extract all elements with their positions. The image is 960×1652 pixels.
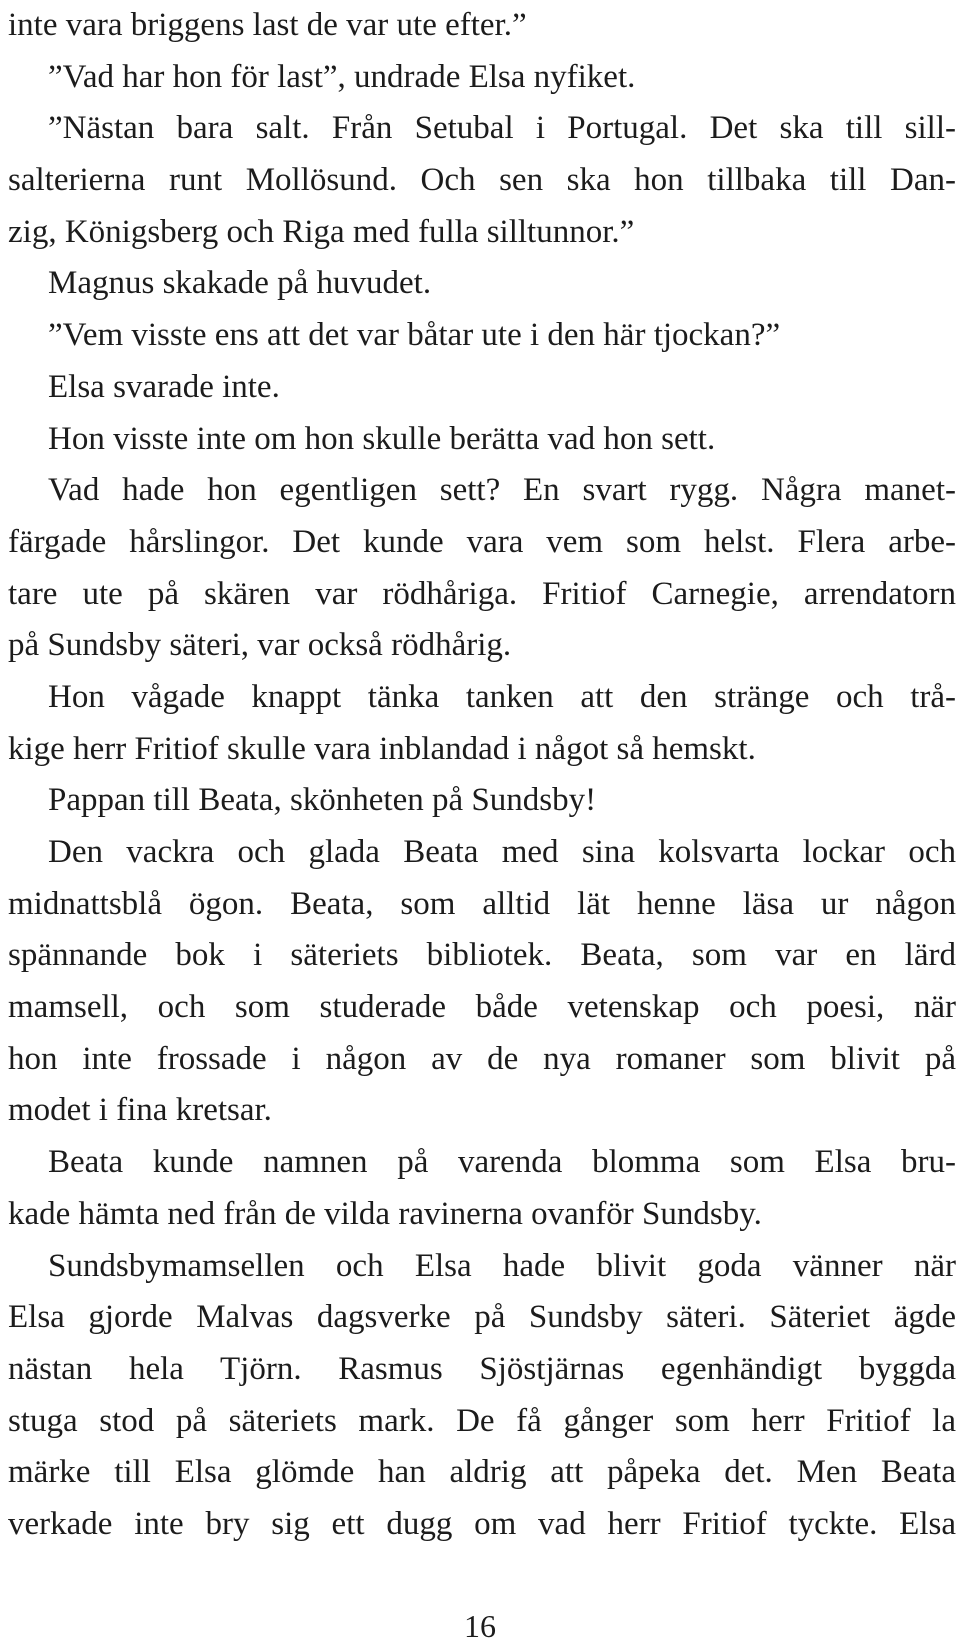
body-text bbox=[8, 0, 956, 1551]
page-number: 16 bbox=[464, 1608, 496, 1644]
text-line: tare ute på skären var rödhåriga. Fritiof Carnegie, arrendatorn bbox=[8, 575, 956, 612]
text-line: modet i fina kretsar. bbox=[8, 1092, 272, 1129]
text-line: stuga stod på säteriets mark. De få gånger som herr Fritiof la bbox=[8, 1402, 956, 1439]
text-line: Elsa gjorde Malvas dagsverke på Sundsby säteri. Säteriet ägde bbox=[8, 1299, 956, 1336]
text-line: salterierna runt Mollösund. Och sen ska hon tillbaka till Dan- bbox=[8, 162, 956, 199]
text-line: kade hämta ned från de vilda ravinerna ovanför Sundsby. bbox=[8, 1195, 762, 1232]
text-line: mamsell, och som studerade både vetenskap och poesi, när bbox=[8, 989, 956, 1026]
text-line: Magnus skakade på huvudet. bbox=[48, 265, 432, 302]
text-line: Elsa svarade inte. bbox=[48, 368, 280, 405]
text-line: spännande bok i säteriets bibliotek. Beata, som var en lärd bbox=[8, 937, 956, 974]
text-line: midnattsblå ögon. Beata, som alltid lät henne läsa ur någon bbox=[8, 885, 956, 922]
text-line: Beata kunde namnen på varenda blomma som Elsa bru- bbox=[48, 1144, 956, 1181]
text-line: på Sundsby säteri, var också rödhårig. bbox=[8, 627, 512, 664]
text-line: verkade inte bry sig ett dugg om vad herr Fritiof tyckte. Elsa bbox=[8, 1505, 956, 1542]
text-line: nästan hela Tjörn. Rasmus Sjöstjärnas egenhändigt byggda bbox=[8, 1350, 956, 1387]
text-line: Vad hade hon egentligen sett? En svart rygg. Några manet- bbox=[48, 472, 956, 509]
text-line: ”Vad har hon för last”, undrade Elsa nyfiket. bbox=[48, 58, 636, 95]
text-line: inte vara briggens last de var ute efter.” bbox=[8, 7, 527, 43]
text-line: zig, Königsberg och Riga med fulla silltunnor.” bbox=[8, 213, 635, 250]
text-line: kige herr Fritiof skulle vara inblandad i något så hemskt. bbox=[8, 730, 756, 767]
text-line: Den vackra och glada Beata med sina kolsvarta lockar och bbox=[48, 834, 956, 870]
text-line: Pappan till Beata, skönheten på Sundsby! bbox=[48, 782, 597, 819]
text-line: hon inte frossade i någon av de nya romaner som blivit på bbox=[8, 1040, 956, 1077]
text-line: färgade hårslingor. Det kunde vara vem som helst. Flera arbe- bbox=[8, 523, 956, 560]
text-line: Sundsbymamsellen och Elsa hade blivit goda vänner när bbox=[48, 1247, 956, 1284]
text-line: Hon visste inte om hon skulle berätta vad hon sett. bbox=[48, 420, 716, 457]
text-line: Hon vågade knappt tänka tanken att den stränge och trå- bbox=[48, 678, 956, 715]
text-line: märke till Elsa glömde han aldrig att påpeka det. Men Beata bbox=[8, 1454, 956, 1491]
text-line: ”Nästan bara salt. Från Setubal i Portugal. Det ska till sill- bbox=[48, 110, 956, 147]
text-line: ”Vem visste ens att det var båtar ute i den här tjockan?” bbox=[48, 317, 781, 354]
